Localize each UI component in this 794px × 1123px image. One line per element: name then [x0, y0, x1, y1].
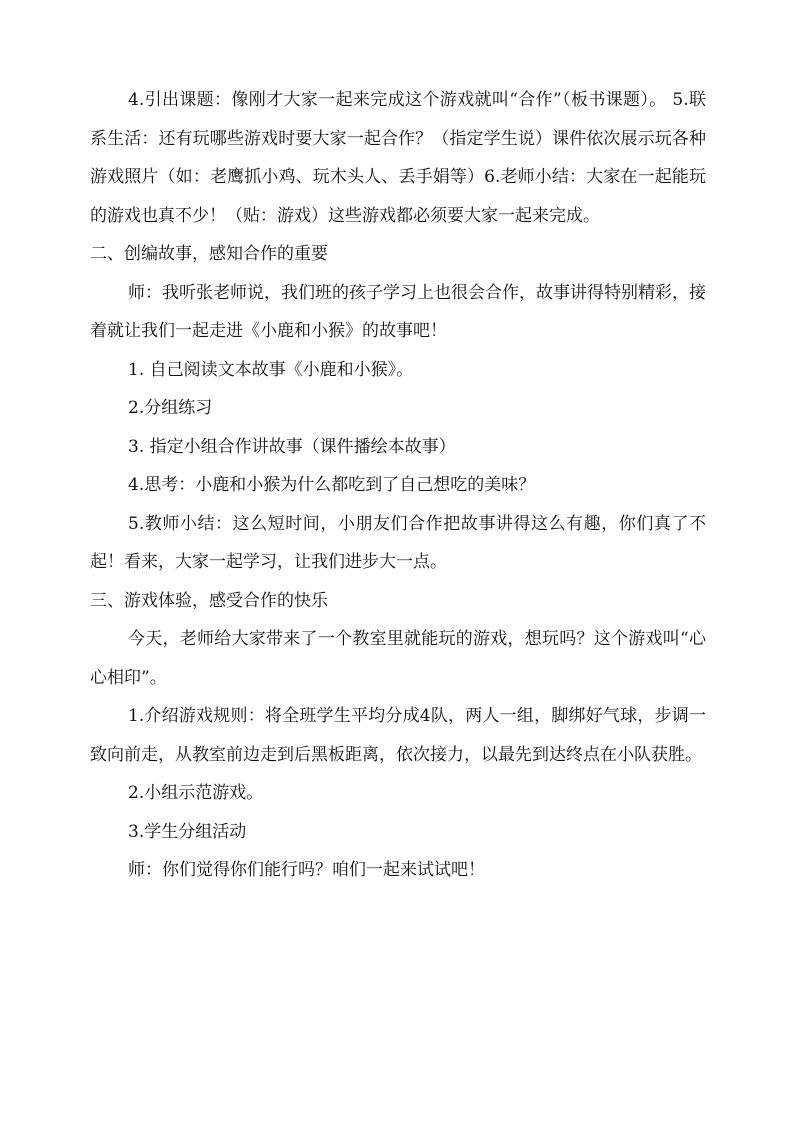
paragraph-step-5: 5.教师小结：这么短时间，小朋友们合作把故事讲得这么有趣，你们真了不起！看来，大家一起学习，让我们进步大一点。: [90, 513, 706, 572]
document-body: [90, 81, 706, 890]
paragraph-step-2: 2.分组练习: [128, 398, 213, 418]
paragraph-game-rules: 1.介绍游戏规则：将全班学生平均分成4队，两人一组，脚绑好气球，步调一致向前走，从教室前边走到后黑板距离，依次接力，以最先到达终点在小队获胜。: [90, 706, 706, 765]
paragraph-lesson-intro: 4.引出课题：像刚才大家一起来完成这个游戏就叫“合作”（板书课题）。 5.联系生活：还有玩哪些游戏时要大家一起合作？（指定学生说）课件依次展示玩各种游戏照片（如：老鹰抓小鸡、玩木头人、丢手娟等）6.老师小结：大家在一起能玩的游戏也真不少！（贴：游戏）这些游戏都必须要大家一起来完成。: [90, 90, 706, 226]
section-heading-3: 三、游戏体验，感受合作的快乐: [90, 590, 328, 611]
section-heading-2: 二、创编故事，感知合作的重要: [90, 244, 328, 264]
paragraph-group-activity: 3.学生分组活动: [128, 821, 247, 842]
paragraph-step-1: 1. 自己阅读文本故事《小鹿和小猴》。: [128, 359, 414, 380]
paragraph-game-demo: 2.小组示范游戏。: [128, 783, 264, 803]
paragraph-step-3: 3. 指定小组合作讲故事（课件播绘本故事）: [128, 436, 456, 457]
paragraph-game-intro: 今天，老师给大家带来了一个教室里就能玩的游戏，想玩吗？这个游戏叫“心心相印”。: [90, 629, 706, 688]
paragraph-teacher-prompt: 师：你们觉得你们能行吗？咱们一起来试试吧！: [128, 860, 485, 880]
paragraph-teacher-story: 师：我听张老师说，我们班的孩子学习上也很会合作，故事讲得特别精彩，接着就让我们一起走进《小鹿和小猴》的故事吧！: [90, 282, 706, 341]
paragraph-step-4: 4.思考：小鹿和小猴为什么都吃到了自己想吃的美味？: [128, 475, 536, 495]
